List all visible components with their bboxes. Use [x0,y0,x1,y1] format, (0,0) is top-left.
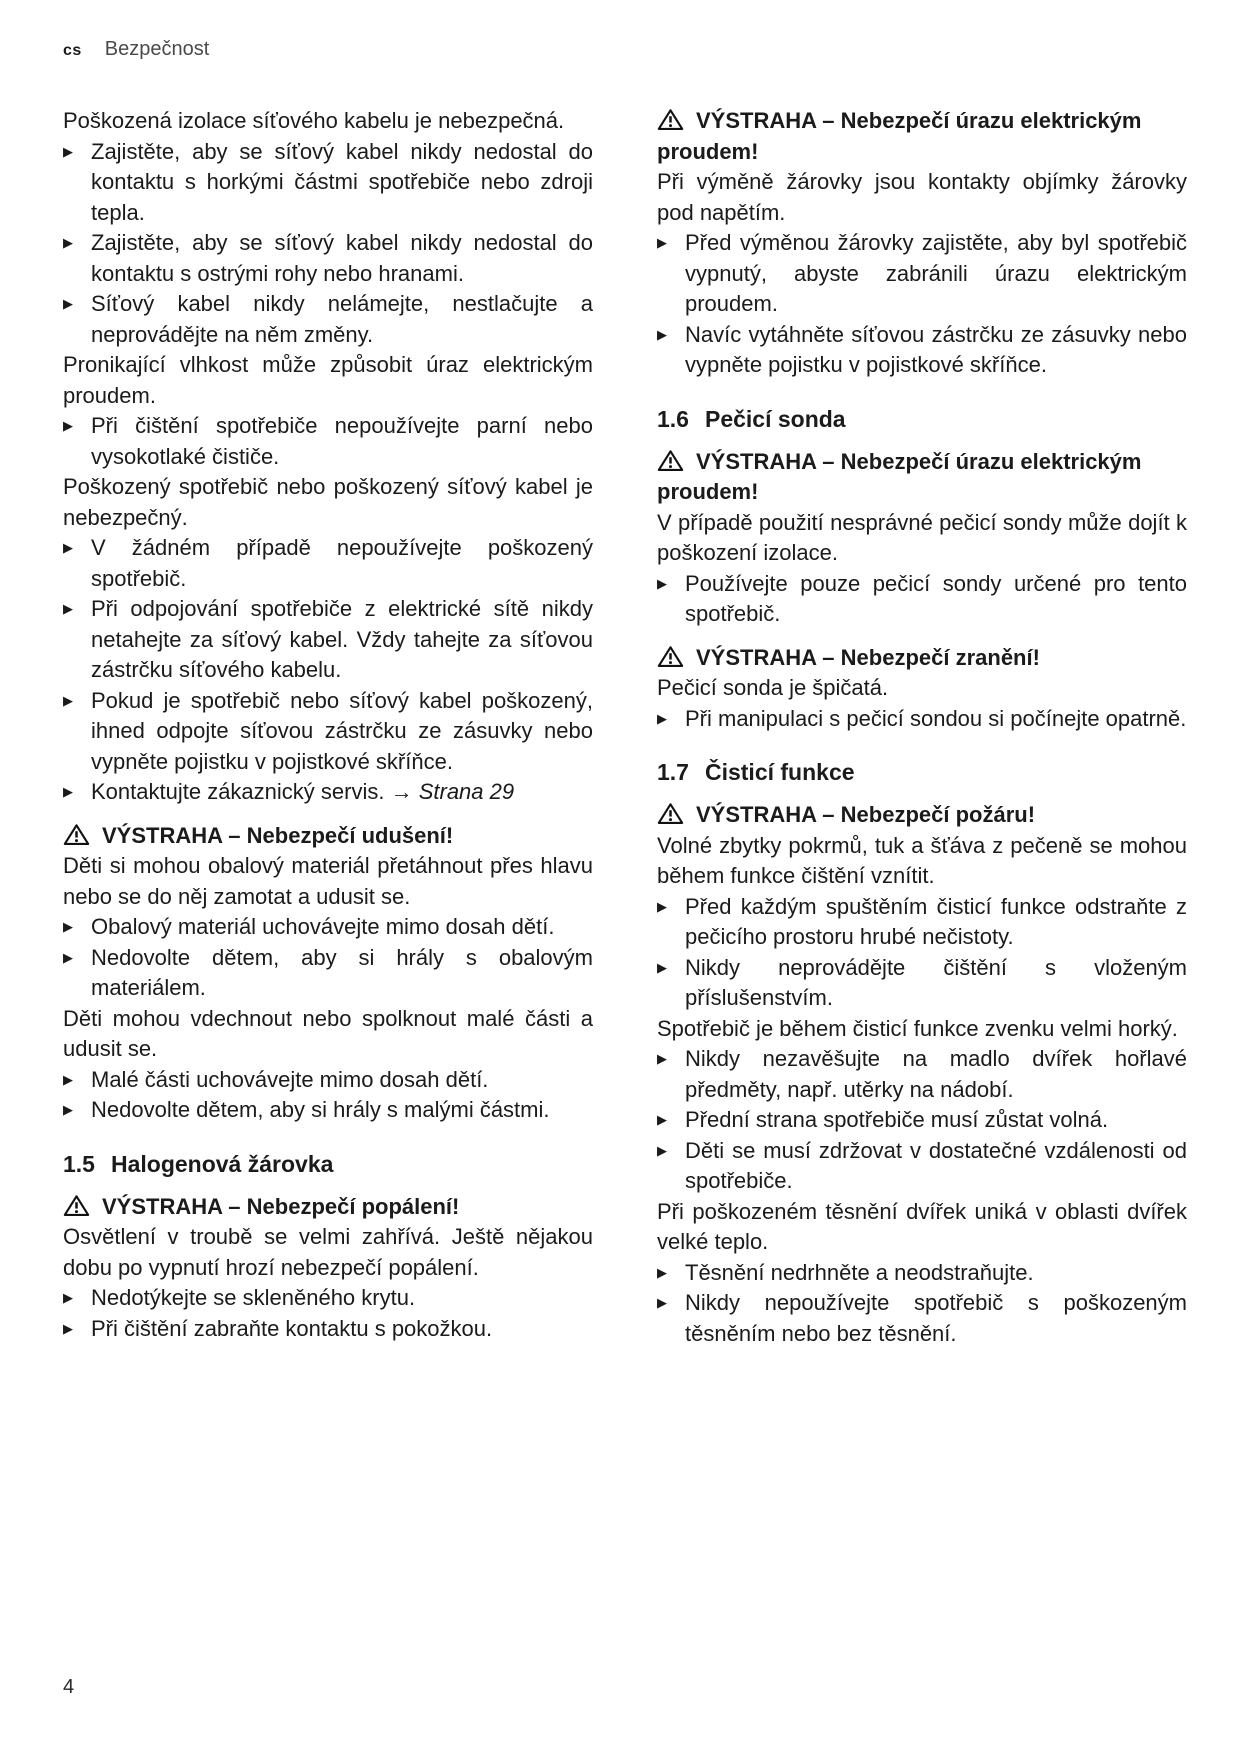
page-header [63,38,209,61]
section-heading [657,404,1187,434]
language-tag: cs [63,42,82,59]
bullet-text: Síťový kabel nikdy nelámejte, nestlačujte a neprovádějte na něm změny. [91,291,593,347]
warning-heading [657,106,1187,167]
bullet-triangle-icon: ▶ [63,1071,73,1087]
bullet-triangle-icon: ▶ [657,898,667,914]
bullet-triangle-icon: ▶ [63,235,73,250]
warning-triangle-icon [657,802,684,825]
paragraph: Poškozený spotřebič nebo poškozený síťový kabel je nebezpečný. [63,474,593,530]
bullet-text: Před výměnou žárovky zajistěte, aby byl spotřebič vypnutý, abyste zabránili úrazu elektrickým proudem. [685,230,1187,316]
bullet-item [63,943,593,1004]
paragraph: Spotřebič je během čisticí funkce zvenku velmi horký. [657,1015,1178,1041]
right-column [657,106,1187,1349]
bullet-triangle-icon: ▶ [63,601,73,616]
bullet-triangle-icon: ▶ [63,296,73,311]
bullet-text: Při odpojování spotřebiče z elektrické sítě nikdy netahejte za síťový kabel. Vždy tahejte za síťovou zástrčku síťového kabelu. [91,596,593,682]
bullet-text: Nedovolte dětem, aby si hrály s obalovým materiálem. [91,944,593,1000]
bullet-item [657,1105,1187,1136]
bullet-item [63,1065,593,1096]
bullet-text: Kontaktujte zákaznický servis. → Strana 29 [91,779,515,804]
section-heading [657,757,1187,787]
bullet-text: Nikdy neprovádějte čištění s vloženým příslušenstvím. [685,954,1187,1010]
bullet-text: Při čištění zabraňte kontaktu s pokožkou. [91,1315,493,1341]
section-number: 1.7 [657,759,689,785]
warning-heading-text: VÝSTRAHA – Nebezpečí požáru! [696,802,1036,827]
bullet-item [657,1258,1187,1289]
warning-heading [657,643,1187,674]
warning-heading-text: VÝSTRAHA – Nebezpečí popálení! [102,1193,460,1219]
bullet-triangle-icon: ▶ [63,540,73,555]
paragraph: Osvětlení v troubě se velmi zahřívá. Ještě nějakou dobu po vypnutí hrozí nebezpečí popálení. [63,1224,593,1280]
bullet-text: Malé části uchovávejte mimo dosah dětí. [91,1066,489,1092]
warning-heading-text: VÝSTRAHA – Nebezpečí úrazu elektrickým proudem! [657,108,1142,164]
bullet-triangle-icon: ▶ [657,1112,667,1127]
bullet-item [657,1288,1187,1349]
warning-heading-text: VÝSTRAHA – Nebezpečí úrazu elektrickým proudem! [657,448,1142,504]
bullet-text: Nedovolte dětem, aby si hrály s malými částmi. [91,1097,550,1122]
bullet-item [657,228,1187,320]
paragraph: Děti si mohou obalový materiál přetáhnout přes hlavu nebo se do něj zamotat a udusit se. [63,853,593,909]
bullet-item [657,953,1187,1014]
bullet-triangle-icon: ▶ [63,919,73,934]
bullet-item [657,569,1187,630]
warning-heading-text: VÝSTRAHA – Nebezpečí zranění! [696,644,1040,670]
bullet-item [657,704,1187,735]
warning-heading [63,1192,593,1223]
bullet-item [63,228,593,289]
bullet-item [63,1095,593,1126]
bullet-triangle-icon: ▶ [63,418,73,433]
bullet-triangle-icon: ▶ [657,575,667,591]
cross-reference-arrow: → [384,779,419,804]
bullet-text: Při čištění spotřebiče nepoužívejte parní nebo vysokotlaké čističe. [91,413,593,469]
bullet-text: Používejte pouze pečicí sondy určené pro tento spotřebič. [685,570,1187,626]
bullet-text: Pokud je spotřebič nebo síťový kabel poškozený, ihned odpojte síťovou zástrčku ze zásuvky nebo vypněte pojistku v pojistkové skříňce. [91,687,593,774]
bullet-text: Nikdy nepoužívejte spotřebič s poškozeným těsněním nebo bez těsnění. [685,1290,1187,1346]
bullet-text: Před každým spuštěním čisticí funkce odstraňte z pečicího prostoru hrubé nečistoty. [685,893,1187,949]
bullet-item [63,912,593,943]
section-heading [63,1149,593,1179]
bullet-item [63,411,593,472]
bullet-triangle-icon: ▶ [63,784,73,799]
bullet-text: Přední strana spotřebiče musí zůstat volná. [685,1107,1109,1132]
page-number: 4 [63,1676,75,1698]
paragraph: Pečicí sonda je špičatá. [657,675,889,700]
page-footer [63,1676,74,1699]
warning-heading [657,800,1187,831]
bullet-triangle-icon: ▶ [657,1264,667,1280]
bullet-triangle-icon: ▶ [63,1102,73,1117]
bullet-triangle-icon: ▶ [63,1320,73,1336]
bullet-item [63,777,593,808]
section-title: Halogenová žárovka [110,1150,334,1177]
bullet-text: Navíc vytáhněte síťovou zástrčku ze zásuvky nebo vypněte pojistku v pojistkové skříňce. [685,321,1187,377]
bullet-item [63,1314,593,1345]
bullet-text: Obalový materiál uchovávejte mimo dosah dětí. [91,914,555,939]
section-number: 1.5 [63,1150,95,1177]
content-columns [63,106,1187,1349]
bullet-triangle-icon: ▶ [63,1290,73,1305]
bullet-item [63,137,593,229]
bullet-text: Nikdy nezavěšujte na madlo dvířek hořlavé předměty, např. utěrky na nádobí. [685,1046,1187,1102]
warning-triangle-icon [63,823,90,846]
bullet-text: Zajistěte, aby se síťový kabel nikdy nedostal do kontaktu s ostrými rohy nebo hranami. [91,230,593,286]
warning-heading-text: VÝSTRAHA – Nebezpečí udušení! [102,822,454,848]
bullet-item [657,1044,1187,1105]
bullet-triangle-icon: ▶ [63,143,73,159]
bullet-triangle-icon: ▶ [657,959,667,975]
bullet-text: Nedotýkejte se skleněného krytu. [91,1285,416,1310]
warning-triangle-icon [657,449,684,472]
left-column [63,106,593,1349]
paragraph: Při poškozeném těsnění dvířek uniká v oblasti dvířek velké teplo. [657,1198,1187,1254]
warning-heading [63,821,593,852]
bullet-triangle-icon: ▶ [657,326,667,342]
bullet-text: Zajistěte, aby se síťový kabel nikdy nedostal do kontaktu s horkými částmi spotřebiče nebo zdroji tepla. [91,138,593,225]
page-title: Bezpečnost [104,38,210,60]
paragraph: Poškozená izolace síťového kabelu je nebezpečná. [63,108,565,133]
bullet-triangle-icon: ▶ [63,949,73,965]
paragraph: Volné zbytky pokrmů, tuk a šťáva z pečeně se mohou během funkce čištění vznítit. [657,832,1187,888]
bullet-triangle-icon: ▶ [657,710,667,726]
bullet-item [657,320,1187,381]
bullet-item [63,686,593,778]
bullet-triangle-icon: ▶ [657,235,667,250]
bullet-text: Těsnění nedrhněte a neodstraňujte. [685,1259,1034,1285]
bullet-triangle-icon: ▶ [657,1051,667,1066]
bullet-triangle-icon: ▶ [63,692,73,708]
bullet-item [657,1136,1187,1197]
paragraph: Pronikající vlhkost může způsobit úraz elektrickým proudem. [63,352,593,408]
warning-triangle-icon [657,108,684,131]
bullet-item [63,533,593,594]
paragraph: Děti mohou vdechnout nebo spolknout malé části a udusit se. [63,1005,593,1061]
section-title: Pečicí sonda [704,405,846,432]
paragraph: V případě použití nesprávné pečicí sondy může dojít k poškození izolace. [657,509,1187,565]
warning-triangle-icon [63,1194,90,1217]
paragraph: Při výměně žárovky jsou kontakty objímky žárovky pod napětím. [657,169,1187,225]
bullet-text: Při manipulaci s pečicí sondou si počínejte opatrně. [685,705,1187,731]
warning-heading [657,447,1187,508]
bullet-item [63,1283,593,1314]
section-number: 1.6 [657,405,689,432]
cross-reference: Strana 29 [418,779,515,804]
bullet-text: Děti se musí zdržovat v dostatečné vzdálenosti od spotřebiče. [685,1137,1187,1193]
bullet-item [63,289,593,350]
bullet-triangle-icon: ▶ [657,1142,667,1158]
warning-triangle-icon [657,645,684,668]
bullet-item [657,892,1187,953]
bullet-triangle-icon: ▶ [657,1295,667,1310]
section-title: Čisticí funkce [704,759,855,785]
bullet-item [63,594,593,686]
bullet-text: V žádném případě nepoužívejte poškozený spotřebič. [91,535,593,591]
